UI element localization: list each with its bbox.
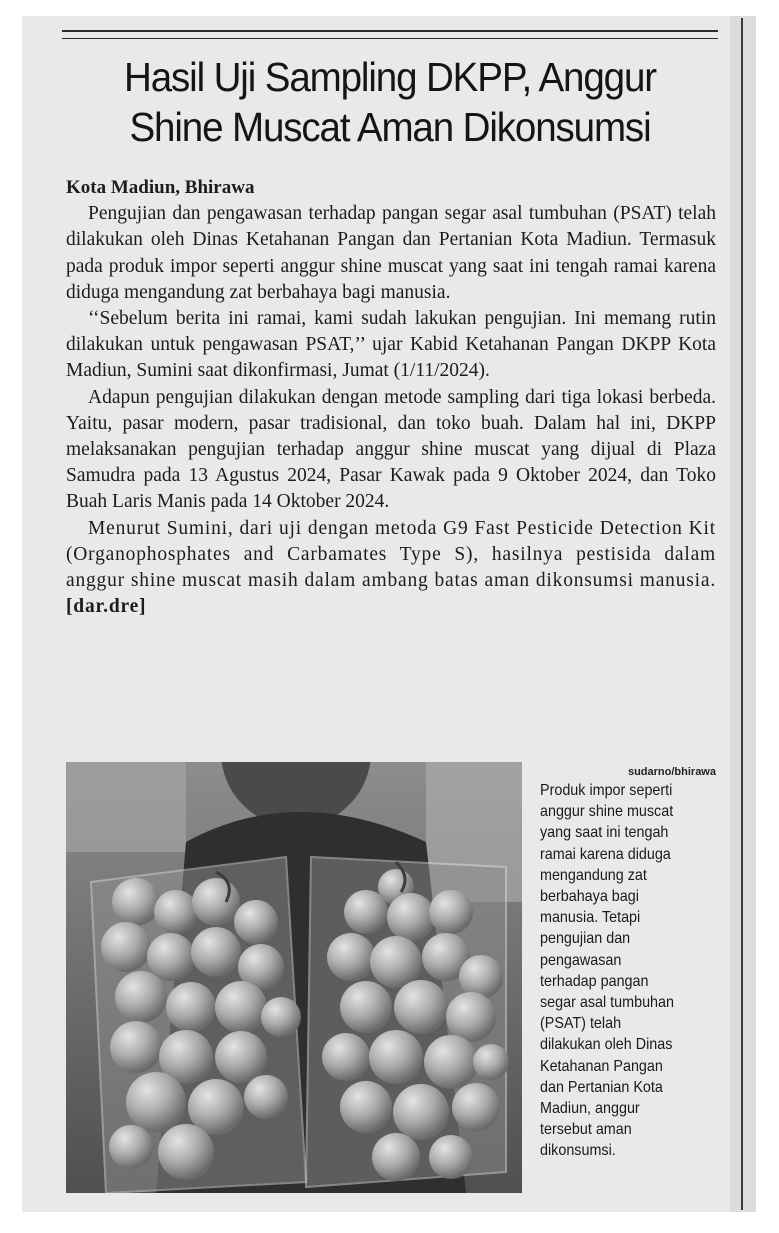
photo-credit: sudarno/bhirawa <box>627 766 716 778</box>
paragraph-1: Pengujian dan pengawasan terhadap pangan segar asal tumbuhan (PSAT) telah dilakukan oleh Dinas Ketahanan Pangan dan Pertanian Kota Madiun. Termasuk pada produk impor seperti anggur shine muscat yang saat ini tengah ramai karena diduga mengandung zat berbahaya bagi manusia. <box>66 203 716 303</box>
top-rule-thin <box>62 38 718 39</box>
paragraph-4-text: Menurut Sumini, dari uji dengan metoda G9 Fast Pesticide Detection Kit (Organophosphates and Carbamates Type S), hasilnya pestisida dalam anggur shine muscat masih dalam ambang batas aman dikonsumsi manusia. <box>66 517 716 592</box>
grapes-photo-illustration <box>66 762 522 1193</box>
headline-line-1: Hasil Uji Sampling DKPP, Anggur <box>123 54 656 100</box>
caption-line: pengawasan <box>540 951 622 969</box>
paragraph-2: ‘‘Sebelum berita ini ramai, kami sudah lakukan pengujian. Ini memang rutin dilakukan untuk pengawasan PSAT,’’ ujar Kabid Ketahanan Pangan DKPP Kota Madiun, Sumini saat dikonfirmasi, Jumat (1/11/2024). <box>66 308 716 382</box>
author-signature: [dar.dre] <box>66 596 147 618</box>
caption-line: Madiun, anggur <box>540 1100 640 1118</box>
caption-line: dilakukan oleh Dinas <box>540 1036 673 1054</box>
caption-line: anggur shine muscat <box>540 803 674 821</box>
dateline: Kota Madiun, Bhirawa <box>66 177 255 198</box>
adjacent-column-edge <box>730 16 756 1212</box>
caption-line: (PSAT) telah <box>540 1015 622 1033</box>
caption-line: dikonsumsi. <box>540 1142 616 1160</box>
caption-line: Produk impor seperti <box>540 782 673 799</box>
caption-line: Ketahanan Pangan <box>540 1057 663 1075</box>
grapes-photo <box>66 762 522 1193</box>
headline <box>61 52 719 152</box>
headline-line-2: Shine Muscat Aman Dikonsumsi <box>129 104 651 150</box>
caption-line: yang saat ini tengah <box>540 824 669 842</box>
paragraph-3: Adapun pengujian dilakukan dengan metode sampling dari tiga lokasi berbeda. Yaitu, pasar modern, pasar tradisional, dan toko buah. Dalam hal ini, DKPP melaksanakan pengujian terhadap anggur shine muscat yang dijual di Plaza Samudra pada 13 Agustus 2024, Pasar Kawak pada 9 Oktober 2024, dan Toko Buah Laris Manis pada 14 Oktober 2024. <box>66 386 716 513</box>
caption-line: ramai karena diduga <box>540 845 671 863</box>
caption-line: berbahaya bagi <box>540 888 639 906</box>
caption-line: segar asal tumbuhan <box>540 994 674 1012</box>
caption-line: manusia. Tetapi <box>540 909 641 927</box>
caption-line: dan Pertanian Kota <box>540 1078 663 1096</box>
caption-line: pengujian dan <box>540 930 631 948</box>
photo-caption <box>540 780 698 1162</box>
caption-line: mengandung zat <box>540 866 647 884</box>
caption-line: terhadap pangan <box>540 972 649 990</box>
caption-line: tersebut aman <box>540 1121 632 1139</box>
column-divider <box>741 18 743 1210</box>
top-rule <box>62 30 718 32</box>
paragraph-4 <box>66 516 716 621</box>
article-body <box>66 175 716 620</box>
